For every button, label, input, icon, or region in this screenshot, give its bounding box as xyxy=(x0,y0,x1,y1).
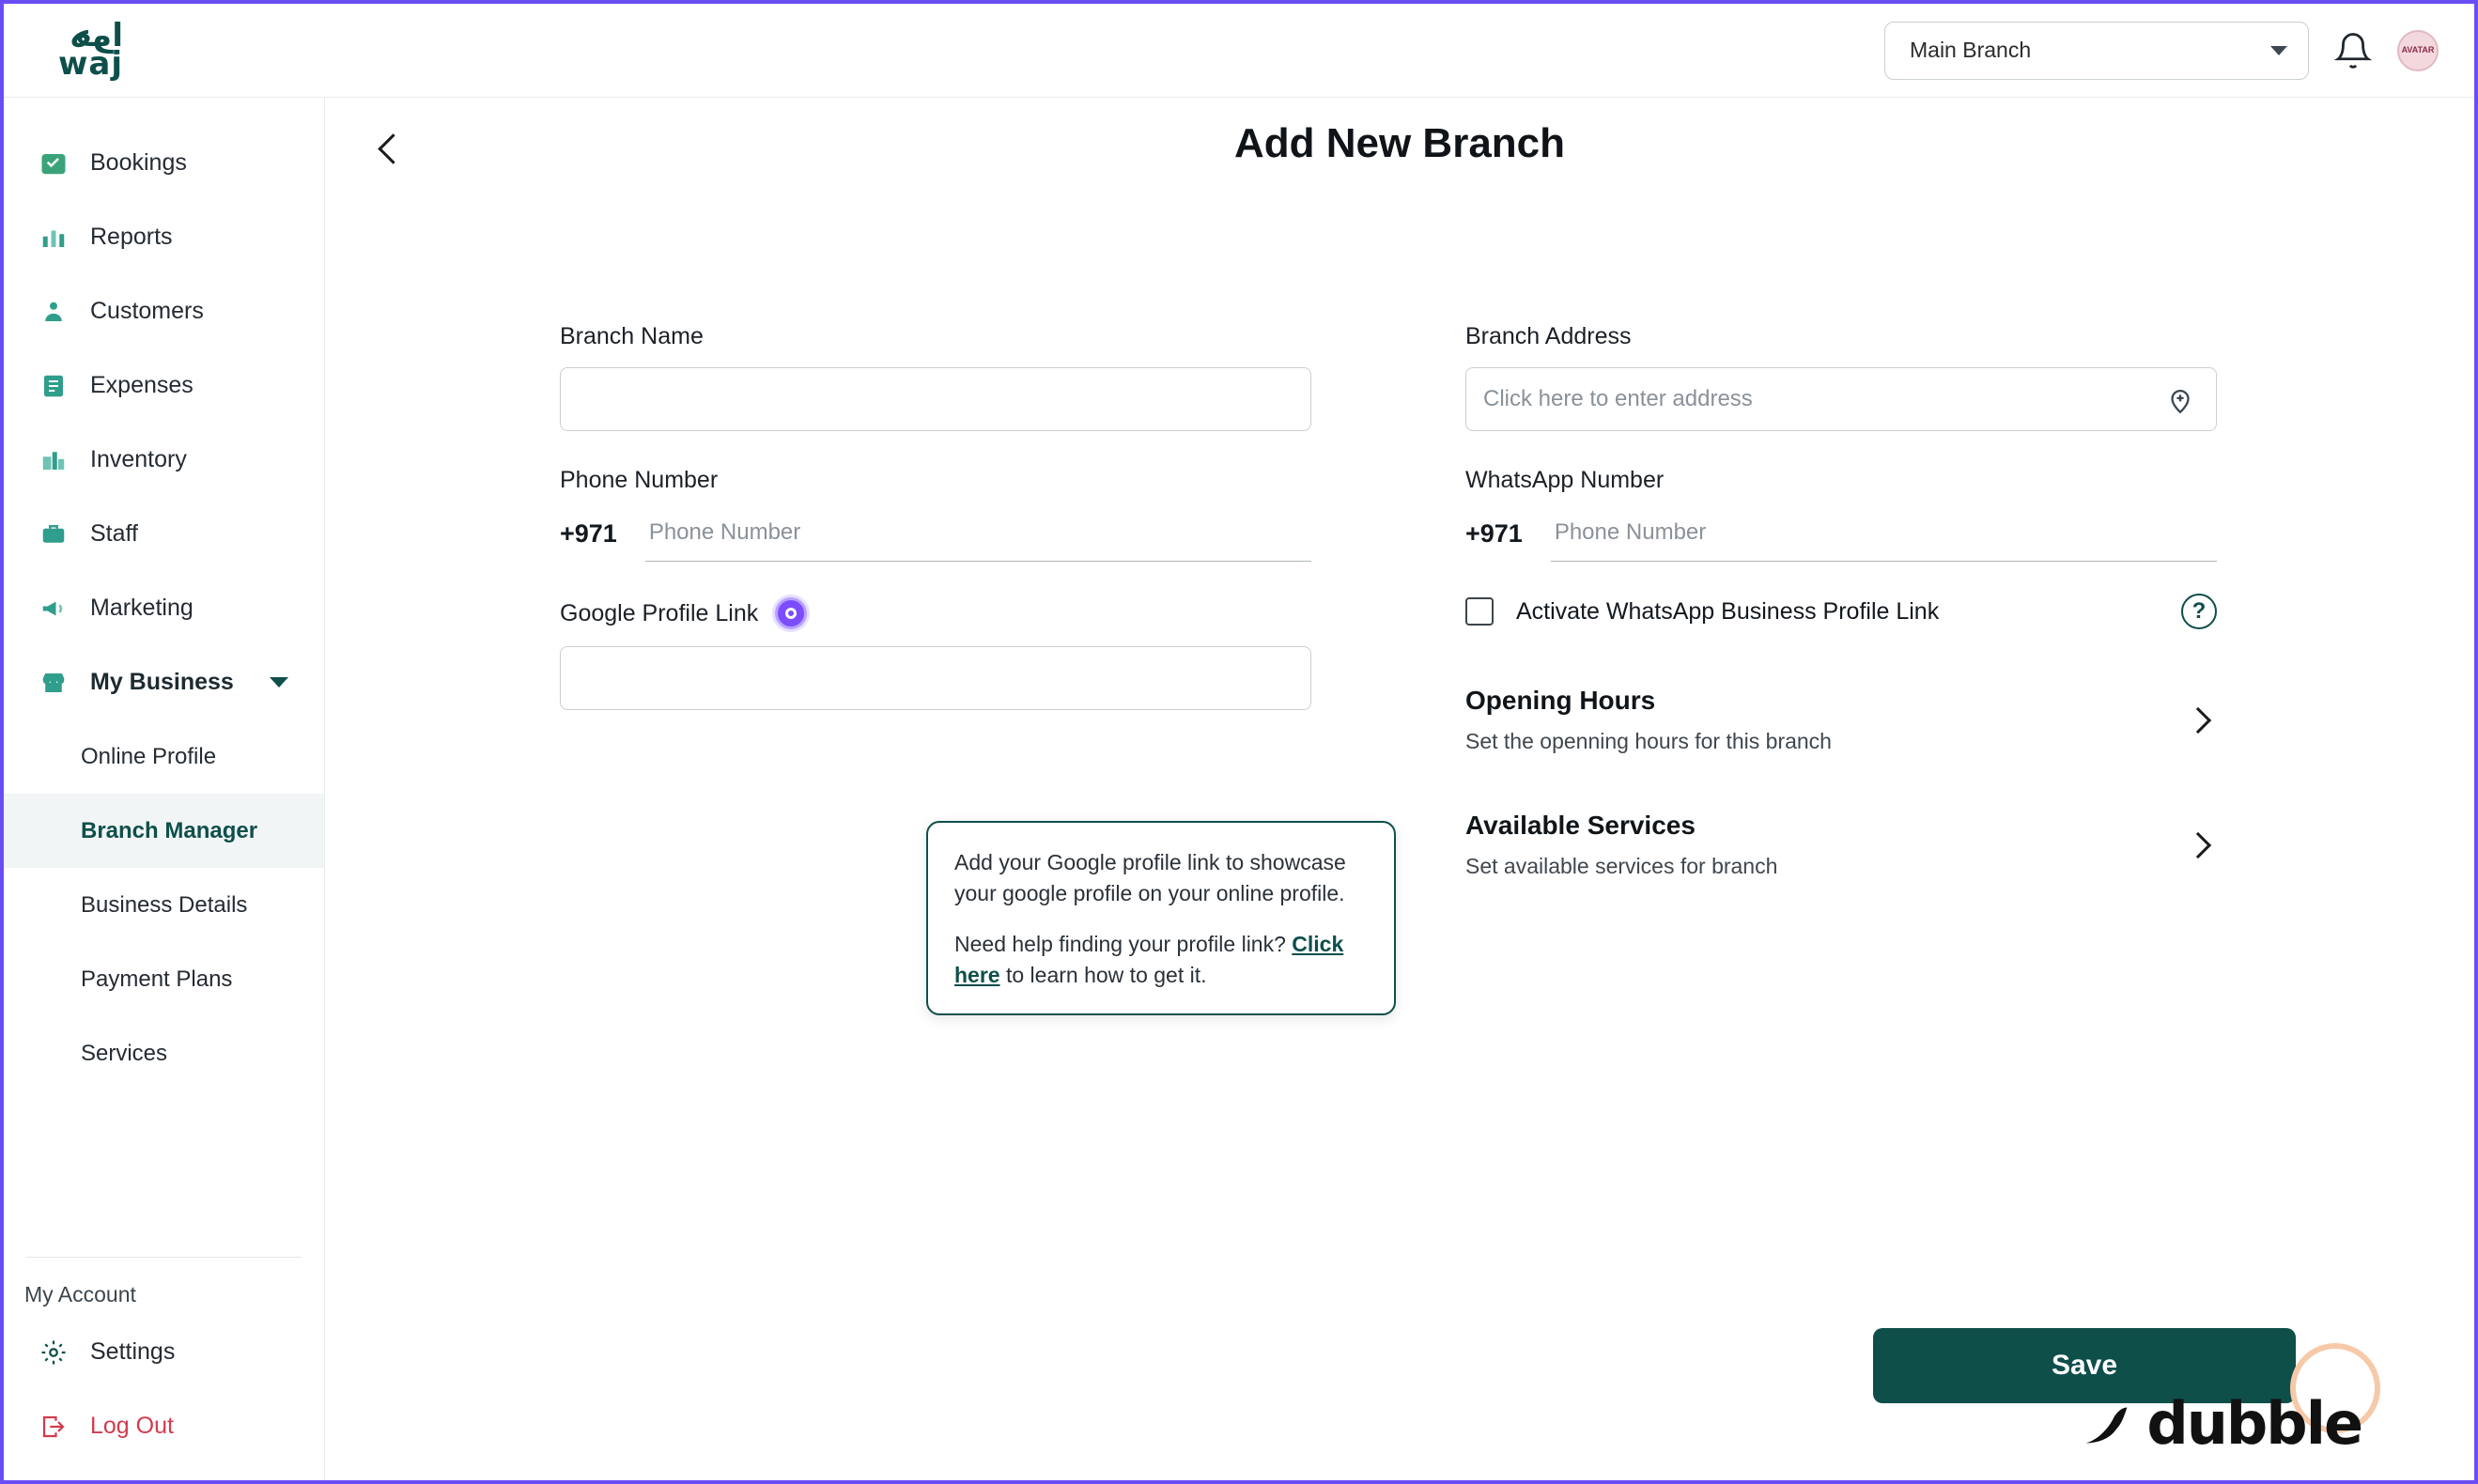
store-icon xyxy=(38,667,70,699)
chevron-right-icon xyxy=(2185,706,2211,733)
sidebar-item-label: Business Details xyxy=(81,891,248,918)
sidebar-item-logout[interactable] xyxy=(4,1389,324,1463)
main-content xyxy=(325,98,2474,1480)
logo-line-1: ھوا xyxy=(70,16,124,54)
sidebar-item-label: Marketing xyxy=(90,595,194,621)
receipt-icon xyxy=(38,370,70,402)
sidebar-item-label: Payment Plans xyxy=(81,966,233,992)
whatsapp-business-link-label: Activate WhatsApp Business Profile Link xyxy=(1516,597,1940,625)
form-column-left xyxy=(325,323,1400,879)
sidebar-item-label: Online Profile xyxy=(81,743,217,769)
megaphone-icon xyxy=(38,593,70,625)
phone-number-input[interactable] xyxy=(645,511,1311,562)
tooltip-paragraph-2 xyxy=(954,929,1368,990)
chevron-down-icon xyxy=(2270,46,2287,55)
logo-line-2: waj xyxy=(58,44,124,83)
sidebar-item-label: Log Out xyxy=(90,1413,174,1439)
form-column-right xyxy=(1400,323,2474,879)
phone-country-code: +971 xyxy=(560,519,617,548)
page-title: Add New Branch xyxy=(1233,120,1566,166)
calendar-check-icon xyxy=(38,147,70,179)
sidebar-item-label: Inventory xyxy=(90,446,187,472)
sidebar-item-label: Customers xyxy=(90,298,204,324)
page-header xyxy=(325,98,2474,201)
save-button[interactable]: Save xyxy=(1873,1328,2296,1403)
phone-number-row xyxy=(560,511,1311,562)
sidebar-item-business-details[interactable] xyxy=(4,868,324,942)
top-bar-right xyxy=(1884,22,2474,80)
whatsapp-number-row xyxy=(1465,511,2217,562)
branch-address-input[interactable] xyxy=(1465,367,2217,431)
phone-number-label: Phone Number xyxy=(560,467,719,493)
chevron-down-icon xyxy=(270,677,288,688)
whatsapp-business-link-checkbox[interactable] xyxy=(1465,597,1494,626)
whatsapp-country-code: +971 xyxy=(1465,519,1523,548)
my-account-label: My Account xyxy=(24,1282,136,1306)
logout-icon xyxy=(38,1411,70,1443)
tooltip-link[interactable]: Click here xyxy=(954,932,1344,987)
avatar-label: AVATAR xyxy=(2401,45,2435,54)
google-profile-label-row xyxy=(560,597,1324,629)
chevron-right-icon xyxy=(2185,831,2211,858)
google-profile-tooltip xyxy=(926,821,1396,1015)
avatar[interactable] xyxy=(2397,30,2439,71)
question-circle-icon[interactable]: ? xyxy=(2181,594,2217,629)
whatsapp-business-link-row xyxy=(1465,594,2217,629)
opening-hours-row[interactable] xyxy=(1465,686,2217,754)
sidebar-item-services[interactable] xyxy=(4,1016,324,1090)
opening-hours-subtitle: Set the openning hours for this branch xyxy=(1465,729,1832,753)
dubble-logo-icon xyxy=(2075,1391,2141,1457)
sidebar-item-label: Services xyxy=(81,1040,168,1066)
available-services-text xyxy=(1465,811,2189,879)
sidebar-item-label: Bookings xyxy=(90,149,187,176)
whatsapp-number-input[interactable] xyxy=(1551,511,2217,562)
opening-hours-title: Opening Hours xyxy=(1465,686,1656,715)
gear-icon xyxy=(38,1337,70,1368)
tooltip-prefix: Need help finding your profile link? xyxy=(954,932,1293,957)
branch-selector-value: Main Branch xyxy=(1910,38,2032,62)
watermark-text: dubble xyxy=(2146,1389,2362,1458)
map-pin-plus-icon[interactable] xyxy=(2164,384,2196,416)
sidebar-item-settings[interactable] xyxy=(4,1315,324,1389)
tooltip-paragraph-1: Add your Google profile link to showcase your google profile on your online profile. xyxy=(954,850,1346,905)
available-services-title: Available Services xyxy=(1465,811,1696,840)
tooltip-suffix: to learn how to get it. xyxy=(999,962,1207,987)
sidebar-item-label: Branch Manager xyxy=(81,817,258,843)
watermark xyxy=(2075,1389,2362,1458)
sidebar-item-online-profile[interactable] xyxy=(4,719,324,794)
sidebar-item-label: My Business xyxy=(90,669,234,695)
sidebar-item-my-business[interactable] xyxy=(4,645,324,719)
sidebar-item-label: Reports xyxy=(90,224,173,250)
available-services-row[interactable] xyxy=(1465,811,2217,879)
top-bar xyxy=(4,4,2474,98)
whatsapp-number-label: WhatsApp Number xyxy=(1465,467,1665,493)
google-profile-label: Google Profile Link xyxy=(560,599,759,626)
branch-selector[interactable] xyxy=(1884,22,2309,80)
briefcase-icon xyxy=(38,518,70,550)
sidebar-item-branch-manager[interactable] xyxy=(4,794,324,868)
sidebar-item-payment-plans[interactable] xyxy=(4,942,324,1016)
sidebar xyxy=(4,98,325,1480)
sidebar-nav xyxy=(4,98,324,1090)
branch-name-label: Branch Name xyxy=(560,323,704,349)
bell-icon[interactable] xyxy=(2333,29,2373,72)
sidebar-item-customers[interactable] xyxy=(4,274,324,348)
bar-chart-icon xyxy=(38,222,70,254)
brand-logo[interactable] xyxy=(4,4,325,98)
branch-form xyxy=(325,201,2474,879)
available-services-subtitle: Set available services for branch xyxy=(1465,854,1778,878)
branch-address-wrap xyxy=(1465,367,2217,431)
help-target-icon[interactable] xyxy=(775,597,807,629)
users-icon xyxy=(38,296,70,328)
sidebar-item-label: Settings xyxy=(90,1338,176,1365)
sidebar-item-expenses[interactable] xyxy=(4,348,324,423)
sidebar-item-label: Expenses xyxy=(90,372,194,398)
sidebar-item-reports[interactable] xyxy=(4,200,324,274)
boxes-icon xyxy=(38,444,70,476)
sidebar-item-marketing[interactable] xyxy=(4,571,324,645)
sidebar-bottom xyxy=(4,1244,324,1480)
branch-name-input[interactable] xyxy=(560,367,1311,431)
google-profile-input[interactable] xyxy=(560,646,1311,710)
sidebar-item-bookings[interactable] xyxy=(4,126,324,200)
sidebar-item-staff[interactable] xyxy=(4,497,324,571)
sidebar-item-inventory[interactable] xyxy=(4,423,324,497)
branch-address-label: Branch Address xyxy=(1465,323,1632,349)
opening-hours-text xyxy=(1465,686,2189,754)
sidebar-item-label: Staff xyxy=(90,520,138,547)
